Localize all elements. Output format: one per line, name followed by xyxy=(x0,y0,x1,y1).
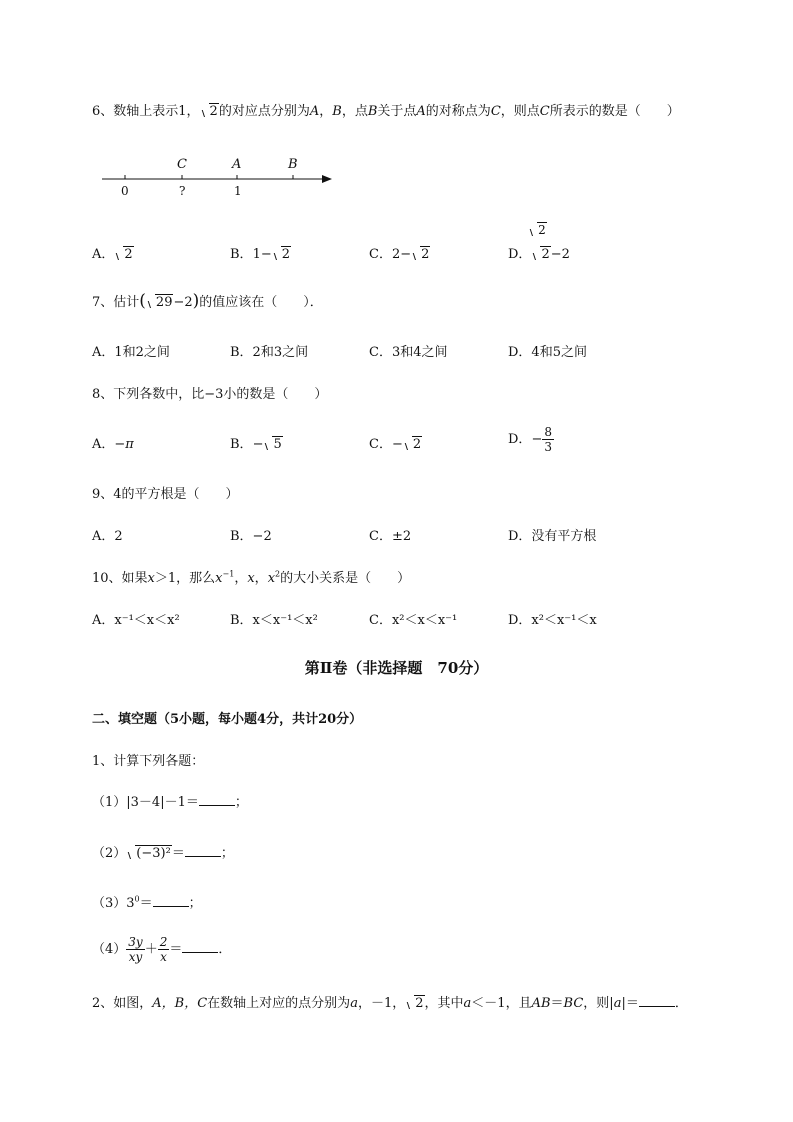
q9-option-d[interactable]: D．没有平方根 xyxy=(508,529,597,544)
answer-blank[interactable] xyxy=(639,994,675,1007)
q6-text: 6、数轴上表示1， xyxy=(92,104,200,119)
answer-blank[interactable] xyxy=(153,894,189,907)
q10-option-d[interactable]: D．x²＜x⁻¹＜x xyxy=(508,613,597,628)
q7-option-c[interactable]: C．3和4之间 xyxy=(369,345,448,360)
q9-option-b[interactable]: B．−2 xyxy=(230,529,272,544)
q9-option-a[interactable]: A．2 xyxy=(92,529,123,544)
point-c-label: C xyxy=(539,104,550,119)
sqrt-2: 2 xyxy=(200,104,219,119)
axis-label-b: B xyxy=(288,157,298,172)
q8-option-a[interactable]: A．−π xyxy=(92,437,134,452)
part-2-title: 第Ⅱ卷（非选择题 70分） xyxy=(304,659,489,677)
q10-option-b[interactable]: B．x＜x⁻¹＜x² xyxy=(230,613,318,628)
q6-option-b[interactable]: B．1− 2 xyxy=(230,247,291,262)
q6-option-a[interactable]: A． 2 xyxy=(92,247,133,262)
point-b-label: B xyxy=(367,104,378,119)
fill-question-1-stem: 1、计算下列各题： xyxy=(92,754,205,769)
fill-1-item-4: （4） $\frac{3y}{xy}$ ＋ $\frac{2}{x}$ ＝ ． xyxy=(92,935,232,964)
q9-option-c[interactable]: C．±2 xyxy=(369,529,412,544)
q6-option-d[interactable]: D． 2−2 xyxy=(508,247,570,262)
q6-text: 的对应点分别为 xyxy=(218,104,310,119)
axis-label-c: C xyxy=(177,157,187,172)
point-b-label: B xyxy=(332,104,342,119)
q7-option-a[interactable]: A．1和2之间 xyxy=(92,345,170,360)
fill-in-section-heading: 二、填空题（5小题，每小题4分，共计20分） xyxy=(92,712,363,727)
answer-blank[interactable] xyxy=(185,844,221,857)
q6-option-c[interactable]: C．2− 2 xyxy=(369,247,430,262)
q7-option-b[interactable]: B．2和3之间 xyxy=(230,345,309,360)
axis-label-a: A xyxy=(232,157,242,172)
axis-label-zero: 0 xyxy=(121,184,129,198)
fill-question-2-stem: 2、如图，A，B，C在数轴上对应的点分别为a，－1， 2，其中a＜－1，且AB＝BC，则|a|＝ ． xyxy=(92,996,688,1011)
answer-blank[interactable] xyxy=(182,940,218,953)
q10-option-a[interactable]: A．x⁻¹＜x＜x² xyxy=(92,613,180,628)
q8-option-b[interactable]: B．− 5 xyxy=(230,437,282,452)
point-a-label: A xyxy=(309,104,320,119)
axis-label-question: ? xyxy=(179,184,186,198)
question-9-stem: 9、4的平方根是（ ） xyxy=(92,487,239,502)
fill-1-item-3: $(3)3^0=$ ； xyxy=(92,894,202,911)
point-c-label: C xyxy=(490,104,501,119)
q7-option-d[interactable]: D．4和5之间 xyxy=(508,345,587,360)
number-line-figure xyxy=(100,155,546,237)
q8-option-c[interactable]: C．− 2 xyxy=(369,437,422,452)
question-6-stem: 6、数轴上表示1， 2的对应点分别为A，B，点B关于点A的对称点为C，则点C所表示的数是（ ） xyxy=(92,104,680,119)
answer-blank[interactable] xyxy=(199,793,235,806)
axis-arrow xyxy=(322,175,332,183)
question-7-stem: 7、估计( 29−2)的值应该在（ ）． xyxy=(92,291,323,311)
question-8-stem: 8、下列各数中，比−3小的数是（ ） xyxy=(92,387,328,402)
axis-label-one: 1 xyxy=(234,184,242,198)
point-a-label: A xyxy=(416,104,426,119)
q10-option-c[interactable]: C．x²＜x＜x⁻¹ xyxy=(369,613,458,628)
fill-1-item-1: （1）|3－4|－1＝ ； xyxy=(92,795,248,810)
axis-label-sqrt2: 2 xyxy=(528,223,547,237)
number-line-svg xyxy=(100,155,340,205)
fill-1-item-2: （2） (−3)²＝ ； xyxy=(92,846,234,861)
q8-option-d[interactable]: D．− $\frac{8}{3}$ xyxy=(508,425,552,454)
question-10-stem: 10、如果x＞1，那么$x^{-1}$，x，$x^2$的大小关系是（ ） xyxy=(92,569,411,586)
